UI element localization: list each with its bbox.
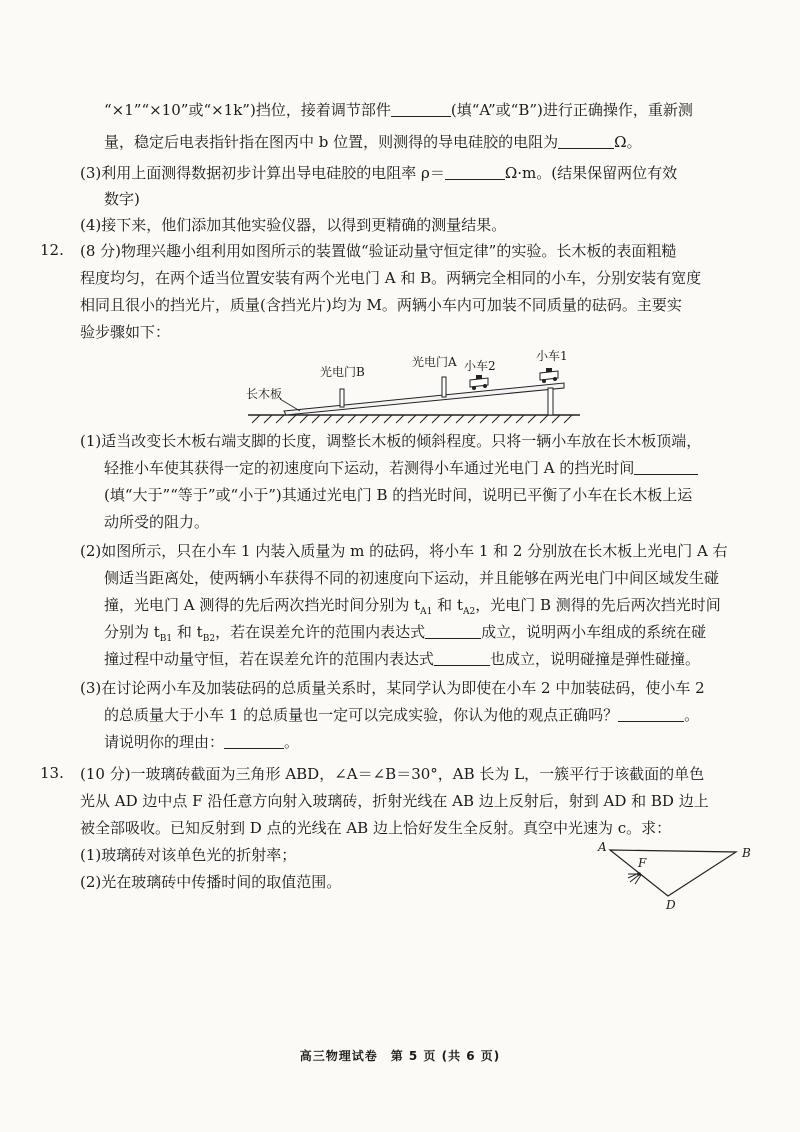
label-f: F bbox=[638, 856, 647, 870]
text-line: 数字) bbox=[104, 190, 140, 208]
answer-blank[interactable] bbox=[634, 459, 698, 475]
text-line: (2)光在玻璃砖中传播时间的取值范围。 bbox=[80, 873, 342, 891]
text-line: 轻推小车使其获得一定的初速度向下运动，若测得小车通过光电门 A 的挡光时间 bbox=[104, 458, 698, 478]
text-line: (8 分)物理兴趣小组利用如图所示的装置做“验证动量守恒定律”的实验。长木板的表面粗糙 bbox=[80, 242, 677, 260]
text-line: (3)在讨论两小车及加装砝码的总质量关系时，某同学认为即使在小车 2 中加装砝码，使小车 2 bbox=[80, 679, 705, 697]
answer-blank[interactable] bbox=[618, 706, 684, 722]
text-line: 验步骤如下： bbox=[80, 323, 171, 341]
answer-blank[interactable] bbox=[445, 164, 505, 180]
label-cart-1: 小车1 bbox=[536, 349, 568, 363]
text-line: (3)利用上面测得数据初步计算出导电硅胶的电阻率 ρ＝ Ω·m。(结果保留两位有效 bbox=[80, 164, 678, 182]
text-line: 撞过程中动量守恒，若在误差允许的范围内表达式 也成立，说明碰撞是弹性碰撞。 bbox=[104, 650, 701, 668]
text-line: (1)玻璃砖对该单色光的折射率； bbox=[80, 846, 297, 864]
label-b: B bbox=[742, 846, 751, 860]
text-line: (1)适当改变长木板右端支脚的长度，调整长木板的倾斜程度。只将一辆小车放在长木板顶端， bbox=[80, 432, 702, 450]
text-line: (4)接下来，他们添加其他实验仪器，以得到更精确的测量结果。 bbox=[80, 216, 507, 234]
text-line: 被全部吸收。已知反射到 D 点的光线在 AB 边上恰好发生全反射。真空中光速为 c。求： bbox=[80, 819, 672, 837]
answer-blank[interactable] bbox=[434, 650, 490, 666]
answer-blank[interactable] bbox=[224, 733, 284, 749]
label-cart-2: 小车2 bbox=[464, 359, 496, 373]
question-number-13: 13. bbox=[40, 764, 64, 782]
figure-triangle-abd bbox=[590, 838, 770, 918]
text-line: 侧适当距离处，使两辆小车获得不同的初速度向下运动，并且能够在两光电门中间区域发生碰 bbox=[104, 569, 720, 587]
text-line: (10 分)一玻璃砖截面为三角形 ABD，∠A＝∠B＝30°，AB 长为 L，一簇平行于该截面的单色 bbox=[80, 765, 705, 783]
text-line: 撞，光电门 A 测得的先后两次挡光时间分别为 $t_{A1}$ 和 $t_{A2}$，光电门 B 测得的先后两次挡光时间 bbox=[104, 596, 721, 617]
figure-cart-setup bbox=[244, 345, 584, 425]
text-line: 相同且很小的挡光片，质量(含挡光片)均为 M。两辆小车内可加装不同质量的砝码。主要实 bbox=[80, 296, 682, 314]
text-line: 程度均匀，在两个适当位置安装有两个光电门 A 和 B。两辆完全相同的小车，分别安装有宽度 bbox=[80, 269, 702, 287]
label-a: A bbox=[598, 840, 607, 854]
label-gate-b: 光电门B bbox=[320, 365, 365, 379]
text-line: 请说明你的理由： 。 bbox=[104, 733, 300, 751]
text-line: 动所受的阻力。 bbox=[104, 513, 210, 531]
text-line: 光从 AD 边中点 F 沿任意方向射入玻璃砖，折射光线在 AB 边上反射后，射到 AD 和 BD 边上 bbox=[80, 792, 709, 810]
answer-blank[interactable] bbox=[391, 101, 451, 117]
answer-blank[interactable] bbox=[425, 623, 481, 639]
label-gate-a: 光电门A bbox=[412, 355, 457, 369]
question-number-12: 12. bbox=[40, 241, 64, 259]
text-line: (2)如图所示，只在小车 1 内装入质量为 m 的砝码，将小车 1 和 2 分别放在长木板上光电门 A 右 bbox=[80, 542, 728, 560]
page-footer: 高三物理试卷 第 5 页 (共 6 页) bbox=[299, 1049, 501, 1063]
text-line: (填“大于”“等于”或“小于”)其通过光电门 B 的挡光时间，说明已平衡了小车在长木板上运 bbox=[104, 486, 693, 504]
label-d: D bbox=[666, 898, 676, 912]
text-line: 分别为 $t_{B1}$ 和 $t_{B2}$，若在误差允许的范围内表达式 成立，说明两小车组成的系统在碰 bbox=[104, 623, 707, 644]
text-line: 的总质量大于小车 1 的总质量也一定可以完成实验，你认为他的观点正确吗？ 。 bbox=[104, 706, 700, 724]
text-line: 量，稳定后电表指针指在图丙中 b 位置，则测得的导电硅胶的电阻为 Ω。 bbox=[104, 133, 642, 151]
answer-blank[interactable] bbox=[558, 133, 614, 149]
text-line: “×1”“×10”或“×1k”)挡位，接着调节部件 (填“A”或“B”)进行正确操作，重新测 bbox=[104, 101, 693, 119]
label-long-board: 长木板 bbox=[246, 387, 283, 401]
